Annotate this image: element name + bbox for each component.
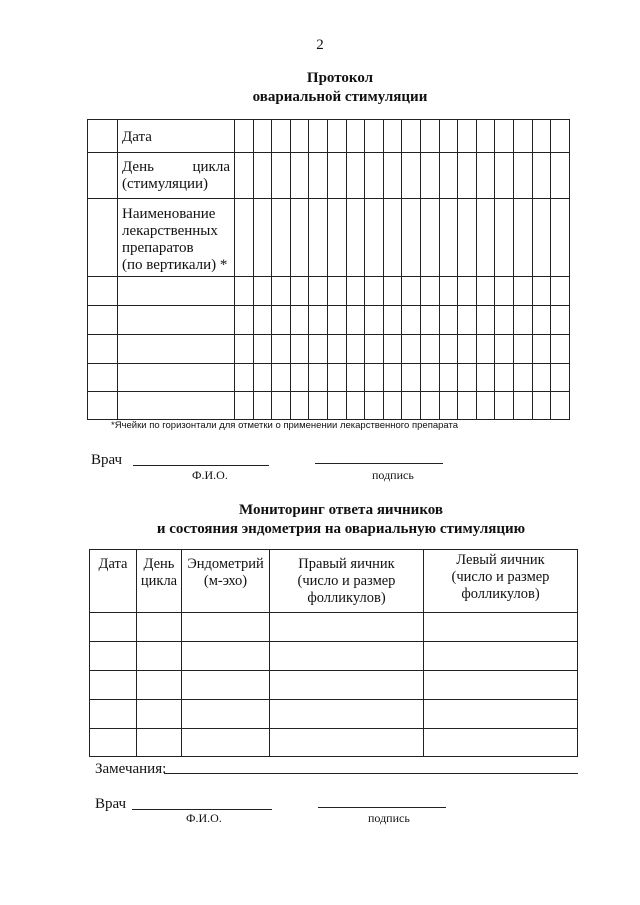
- protocol-mark-cell[interactable]: [235, 335, 254, 364]
- protocol-mark-cell[interactable]: [439, 153, 458, 199]
- protocol-mark-cell[interactable]: [532, 306, 551, 335]
- protocol-mark-cell[interactable]: [439, 335, 458, 364]
- protocol-mark-cell[interactable]: [439, 277, 458, 306]
- protocol-mark-cell[interactable]: [513, 392, 532, 420]
- protocol-mark-cell[interactable]: [346, 120, 365, 153]
- protocol-mark-cell[interactable]: [290, 392, 309, 420]
- header-left-ovary-line1: Левый яичник: [456, 552, 545, 568]
- protocol-mark-cell[interactable]: [235, 392, 254, 420]
- protocol-mark-cell[interactable]: [309, 364, 328, 392]
- header-cycle-day-line1: День: [143, 556, 175, 572]
- monitoring-row: [90, 700, 578, 729]
- protocol-mark-cell[interactable]: [402, 153, 421, 199]
- protocol-mark-cell[interactable]: [327, 199, 346, 277]
- protocol-mark-cell[interactable]: [327, 392, 346, 420]
- protocol-mark-cell[interactable]: [458, 153, 477, 199]
- protocol-mark-cell[interactable]: [272, 306, 291, 335]
- monitoring-cell[interactable]: [424, 613, 578, 642]
- header-cycle-day: [137, 550, 182, 613]
- protocol-mark-cell[interactable]: [551, 306, 570, 335]
- monitoring-cell[interactable]: [270, 642, 424, 671]
- protocol-mark-cell[interactable]: [458, 120, 477, 153]
- protocol-index-cell[interactable]: [88, 335, 118, 364]
- monitoring-cell[interactable]: [182, 671, 270, 700]
- protocol-mark-cell[interactable]: [402, 306, 421, 335]
- page-number: 2: [316, 37, 324, 53]
- protocol-mark-cell[interactable]: [272, 153, 291, 199]
- protocol-mark-cell[interactable]: [476, 277, 495, 306]
- header-right-ovary: [270, 550, 424, 613]
- monitoring-cell[interactable]: [137, 642, 182, 671]
- protocol-mark-cell[interactable]: [420, 306, 439, 335]
- protocol-mark-cell[interactable]: [365, 392, 384, 420]
- header-right-ovary-line3: фолликулов): [307, 590, 386, 606]
- protocol-mark-cell[interactable]: [402, 335, 421, 364]
- doctor-label-2: Врач: [95, 796, 127, 812]
- protocol-mark-cell[interactable]: [235, 120, 254, 153]
- protocol-mark-cell[interactable]: [532, 364, 551, 392]
- monitoring-cell[interactable]: [137, 613, 182, 642]
- protocol-index-cell: [88, 153, 118, 199]
- protocol-drug-name-cell[interactable]: [118, 277, 235, 306]
- monitoring-cell[interactable]: [182, 700, 270, 729]
- protocol-label-drugs-line2: лекарственных: [122, 223, 218, 239]
- protocol-mark-cell[interactable]: [495, 392, 514, 420]
- protocol-mark-cell[interactable]: [253, 335, 272, 364]
- protocol-mark-cell[interactable]: [532, 392, 551, 420]
- protocol-mark-cell[interactable]: [513, 335, 532, 364]
- protocol-empty-row: [88, 335, 570, 364]
- protocol-mark-cell[interactable]: [309, 199, 328, 277]
- protocol-mark-cell[interactable]: [290, 335, 309, 364]
- protocol-mark-cell[interactable]: [439, 364, 458, 392]
- monitoring-cell[interactable]: [182, 729, 270, 757]
- protocol-mark-cell[interactable]: [346, 306, 365, 335]
- protocol-label-drugs: [118, 199, 235, 277]
- protocol-mark-cell[interactable]: [309, 277, 328, 306]
- monitoring-row: [90, 729, 578, 757]
- protocol-label-cycle-day-line2: (стимуляции): [122, 176, 209, 192]
- signature-line[interactable]: [315, 463, 443, 464]
- protocol-mark-cell[interactable]: [253, 277, 272, 306]
- protocol-mark-cell[interactable]: [365, 335, 384, 364]
- protocol-mark-cell[interactable]: [346, 199, 365, 277]
- protocol-mark-cell[interactable]: [365, 153, 384, 199]
- protocol-mark-cell[interactable]: [495, 335, 514, 364]
- protocol-label-date: Дата: [118, 120, 235, 153]
- protocol-mark-cell[interactable]: [495, 364, 514, 392]
- signature-caption: подпись: [372, 468, 414, 482]
- header-left-ovary-line2: (число и размер: [451, 569, 550, 585]
- protocol-mark-cell[interactable]: [551, 153, 570, 199]
- protocol-mark-cell[interactable]: [272, 364, 291, 392]
- monitoring-cell[interactable]: [424, 671, 578, 700]
- protocol-mark-cell[interactable]: [272, 335, 291, 364]
- monitoring-cell[interactable]: [90, 729, 137, 757]
- protocol-mark-cell[interactable]: [253, 364, 272, 392]
- protocol-mark-cell[interactable]: [383, 364, 402, 392]
- protocol-mark-cell[interactable]: [458, 392, 477, 420]
- monitoring-cell[interactable]: [90, 671, 137, 700]
- protocol-mark-cell[interactable]: [476, 335, 495, 364]
- protocol-mark-cell[interactable]: [402, 277, 421, 306]
- protocol-mark-cell[interactable]: [383, 277, 402, 306]
- protocol-mark-cell[interactable]: [327, 153, 346, 199]
- header-cycle-day-line2: цикла: [140, 573, 178, 589]
- protocol-mark-cell[interactable]: [309, 120, 328, 153]
- protocol-mark-cell[interactable]: [532, 277, 551, 306]
- protocol-mark-cell[interactable]: [476, 392, 495, 420]
- protocol-mark-cell[interactable]: [439, 199, 458, 277]
- header-endometrium: [182, 550, 270, 613]
- protocol-label-cycle-day-line1: День цикла: [122, 159, 230, 175]
- name-caption: Ф.И.О.: [192, 468, 228, 482]
- protocol-mark-cell[interactable]: [327, 306, 346, 335]
- header-right-ovary-line1: Правый яичник: [298, 556, 395, 572]
- protocol-mark-cell[interactable]: [253, 392, 272, 420]
- protocol-mark-cell[interactable]: [439, 392, 458, 420]
- monitoring-cell[interactable]: [424, 642, 578, 671]
- protocol-empty-row: [88, 277, 570, 306]
- protocol-mark-cell[interactable]: [346, 364, 365, 392]
- protocol-mark-cell[interactable]: [253, 153, 272, 199]
- protocol-mark-cell[interactable]: [495, 153, 514, 199]
- protocol-mark-cell[interactable]: [309, 153, 328, 199]
- protocol-mark-cell[interactable]: [513, 199, 532, 277]
- protocol-title: [0, 69, 640, 107]
- protocol-mark-cell[interactable]: [309, 335, 328, 364]
- protocol-mark-cell[interactable]: [346, 277, 365, 306]
- monitoring-header-row: [90, 550, 578, 613]
- name-caption-2: Ф.И.О.: [186, 811, 222, 825]
- doctor-label: Врач: [91, 452, 123, 468]
- protocol-mark-cell[interactable]: [476, 153, 495, 199]
- protocol-mark-cell[interactable]: [346, 153, 365, 199]
- protocol-mark-cell[interactable]: [290, 153, 309, 199]
- protocol-index-cell: [88, 199, 118, 277]
- protocol-mark-cell[interactable]: [383, 392, 402, 420]
- protocol-mark-cell[interactable]: [458, 364, 477, 392]
- signature-caption-2: подпись: [368, 811, 410, 825]
- protocol-mark-cell[interactable]: [383, 153, 402, 199]
- doctor-name-line-2[interactable]: [132, 809, 272, 810]
- protocol-empty-row: [88, 306, 570, 335]
- protocol-index-cell[interactable]: [88, 392, 118, 420]
- protocol-row-date: [88, 120, 570, 153]
- protocol-empty-row: [88, 364, 570, 392]
- protocol-mark-cell[interactable]: [551, 199, 570, 277]
- protocol-footnote: *Ячейки по горизонтали для отметки о применении лекарственного препарата: [111, 420, 459, 431]
- protocol-mark-cell[interactable]: [235, 277, 254, 306]
- protocol-mark-cell[interactable]: [551, 392, 570, 420]
- protocol-mark-cell[interactable]: [495, 306, 514, 335]
- protocol-table: [87, 119, 570, 420]
- protocol-drug-name-cell[interactable]: [118, 392, 235, 420]
- protocol-mark-cell[interactable]: [402, 364, 421, 392]
- protocol-mark-cell[interactable]: [495, 199, 514, 277]
- protocol-mark-cell[interactable]: [346, 392, 365, 420]
- protocol-mark-cell[interactable]: [346, 335, 365, 364]
- protocol-mark-cell[interactable]: [290, 199, 309, 277]
- protocol-label-cycle-day: [118, 153, 235, 199]
- protocol-drug-name-cell[interactable]: [118, 306, 235, 335]
- monitoring-cell[interactable]: [424, 729, 578, 757]
- protocol-mark-cell[interactable]: [532, 335, 551, 364]
- protocol-mark-cell[interactable]: [439, 120, 458, 153]
- monitoring-cell[interactable]: [424, 700, 578, 729]
- protocol-title-line2: овариальной стимуляции: [252, 89, 428, 105]
- protocol-mark-cell[interactable]: [235, 306, 254, 335]
- header-endometrium-line2: (м-эхо): [203, 573, 248, 589]
- protocol-mark-cell[interactable]: [439, 306, 458, 335]
- protocol-mark-cell[interactable]: [253, 199, 272, 277]
- protocol-index-cell: [88, 120, 118, 153]
- protocol-mark-cell[interactable]: [420, 364, 439, 392]
- protocol-mark-cell[interactable]: [235, 153, 254, 199]
- protocol-mark-cell[interactable]: [513, 277, 532, 306]
- protocol-mark-cell[interactable]: [383, 199, 402, 277]
- protocol-mark-cell[interactable]: [420, 335, 439, 364]
- monitoring-title-line2: и состояния эндометрия на овариальную стимуляцию: [156, 521, 526, 537]
- protocol-mark-cell[interactable]: [290, 277, 309, 306]
- header-left-ovary: [424, 550, 578, 613]
- protocol-mark-cell[interactable]: [420, 392, 439, 420]
- monitoring-title-line1: Мониторинг ответа яичников: [238, 502, 443, 518]
- protocol-mark-cell[interactable]: [402, 392, 421, 420]
- protocol-mark-cell[interactable]: [383, 306, 402, 335]
- monitoring-cell[interactable]: [270, 729, 424, 757]
- monitoring-table: [89, 549, 578, 757]
- protocol-label-drugs-line1: Наименование: [122, 206, 216, 222]
- protocol-mark-cell[interactable]: [476, 364, 495, 392]
- protocol-mark-cell[interactable]: [476, 306, 495, 335]
- protocol-drug-name-cell[interactable]: [118, 364, 235, 392]
- protocol-mark-cell[interactable]: [532, 120, 551, 153]
- protocol-mark-cell[interactable]: [458, 335, 477, 364]
- protocol-mark-cell[interactable]: [532, 153, 551, 199]
- doctor-name-line[interactable]: [133, 465, 269, 466]
- protocol-mark-cell[interactable]: [365, 306, 384, 335]
- protocol-empty-row: [88, 392, 570, 420]
- protocol-mark-cell[interactable]: [327, 277, 346, 306]
- monitoring-cell[interactable]: [90, 642, 137, 671]
- monitoring-title: [0, 501, 640, 539]
- protocol-index-cell[interactable]: [88, 306, 118, 335]
- protocol-mark-cell[interactable]: [420, 199, 439, 277]
- protocol-mark-cell[interactable]: [458, 277, 477, 306]
- protocol-mark-cell[interactable]: [290, 120, 309, 153]
- remarks-line[interactable]: [164, 773, 578, 774]
- header-endometrium-line1: Эндометрий: [187, 556, 264, 572]
- monitoring-cell[interactable]: [137, 729, 182, 757]
- protocol-mark-cell[interactable]: [495, 120, 514, 153]
- protocol-mark-cell[interactable]: [458, 199, 477, 277]
- protocol-mark-cell[interactable]: [365, 199, 384, 277]
- protocol-mark-cell[interactable]: [290, 364, 309, 392]
- header-right-ovary-line2: (число и размер: [297, 573, 396, 589]
- monitoring-row: [90, 642, 578, 671]
- protocol-mark-cell[interactable]: [551, 120, 570, 153]
- protocol-mark-cell[interactable]: [272, 120, 291, 153]
- monitoring-cell[interactable]: [90, 613, 137, 642]
- protocol-mark-cell[interactable]: [458, 306, 477, 335]
- protocol-mark-cell[interactable]: [402, 120, 421, 153]
- protocol-mark-cell[interactable]: [365, 277, 384, 306]
- header-date: Дата: [90, 550, 137, 613]
- protocol-index-cell[interactable]: [88, 364, 118, 392]
- protocol-mark-cell[interactable]: [551, 364, 570, 392]
- protocol-mark-cell[interactable]: [253, 120, 272, 153]
- protocol-mark-cell[interactable]: [272, 392, 291, 420]
- protocol-mark-cell[interactable]: [327, 335, 346, 364]
- protocol-mark-cell[interactable]: [309, 306, 328, 335]
- protocol-label-drugs-line4: (по вертикали) *: [122, 257, 228, 273]
- protocol-mark-cell[interactable]: [420, 277, 439, 306]
- protocol-mark-cell[interactable]: [551, 335, 570, 364]
- protocol-mark-cell[interactable]: [402, 199, 421, 277]
- protocol-mark-cell[interactable]: [327, 364, 346, 392]
- protocol-mark-cell[interactable]: [253, 306, 272, 335]
- protocol-mark-cell[interactable]: [551, 277, 570, 306]
- monitoring-cell[interactable]: [182, 613, 270, 642]
- protocol-mark-cell[interactable]: [476, 199, 495, 277]
- protocol-mark-cell[interactable]: [235, 364, 254, 392]
- protocol-mark-cell[interactable]: [513, 153, 532, 199]
- protocol-mark-cell[interactable]: [383, 335, 402, 364]
- protocol-mark-cell[interactable]: [420, 120, 439, 153]
- protocol-mark-cell[interactable]: [383, 120, 402, 153]
- remarks-label: Замечания:: [95, 761, 167, 777]
- protocol-mark-cell[interactable]: [272, 199, 291, 277]
- protocol-mark-cell[interactable]: [420, 153, 439, 199]
- protocol-index-cell[interactable]: [88, 277, 118, 306]
- protocol-label-drugs-line3: препаратов: [122, 240, 194, 256]
- protocol-mark-cell[interactable]: [290, 306, 309, 335]
- protocol-row-cycle-day: [88, 153, 570, 199]
- protocol-mark-cell[interactable]: [235, 199, 254, 277]
- protocol-mark-cell[interactable]: [272, 277, 291, 306]
- protocol-mark-cell[interactable]: [513, 306, 532, 335]
- protocol-mark-cell[interactable]: [365, 120, 384, 153]
- protocol-mark-cell[interactable]: [327, 120, 346, 153]
- monitoring-cell[interactable]: [137, 671, 182, 700]
- protocol-mark-cell[interactable]: [495, 277, 514, 306]
- monitoring-cell[interactable]: [90, 700, 137, 729]
- protocol-mark-cell[interactable]: [476, 120, 495, 153]
- protocol-mark-cell[interactable]: [513, 120, 532, 153]
- protocol-mark-cell[interactable]: [365, 364, 384, 392]
- protocol-title-line1: Протокол: [306, 70, 374, 86]
- monitoring-cell[interactable]: [270, 700, 424, 729]
- monitoring-cell[interactable]: [182, 642, 270, 671]
- monitoring-cell[interactable]: [137, 700, 182, 729]
- monitoring-row: [90, 613, 578, 642]
- protocol-mark-cell[interactable]: [309, 392, 328, 420]
- monitoring-cell[interactable]: [270, 613, 424, 642]
- header-left-ovary-line3: фолликулов): [461, 586, 540, 602]
- signature-line-2[interactable]: [318, 807, 446, 808]
- monitoring-row: [90, 671, 578, 700]
- protocol-mark-cell[interactable]: [513, 364, 532, 392]
- protocol-mark-cell[interactable]: [532, 199, 551, 277]
- monitoring-cell[interactable]: [270, 671, 424, 700]
- protocol-row-drugs: [88, 199, 570, 277]
- protocol-drug-name-cell[interactable]: [118, 335, 235, 364]
